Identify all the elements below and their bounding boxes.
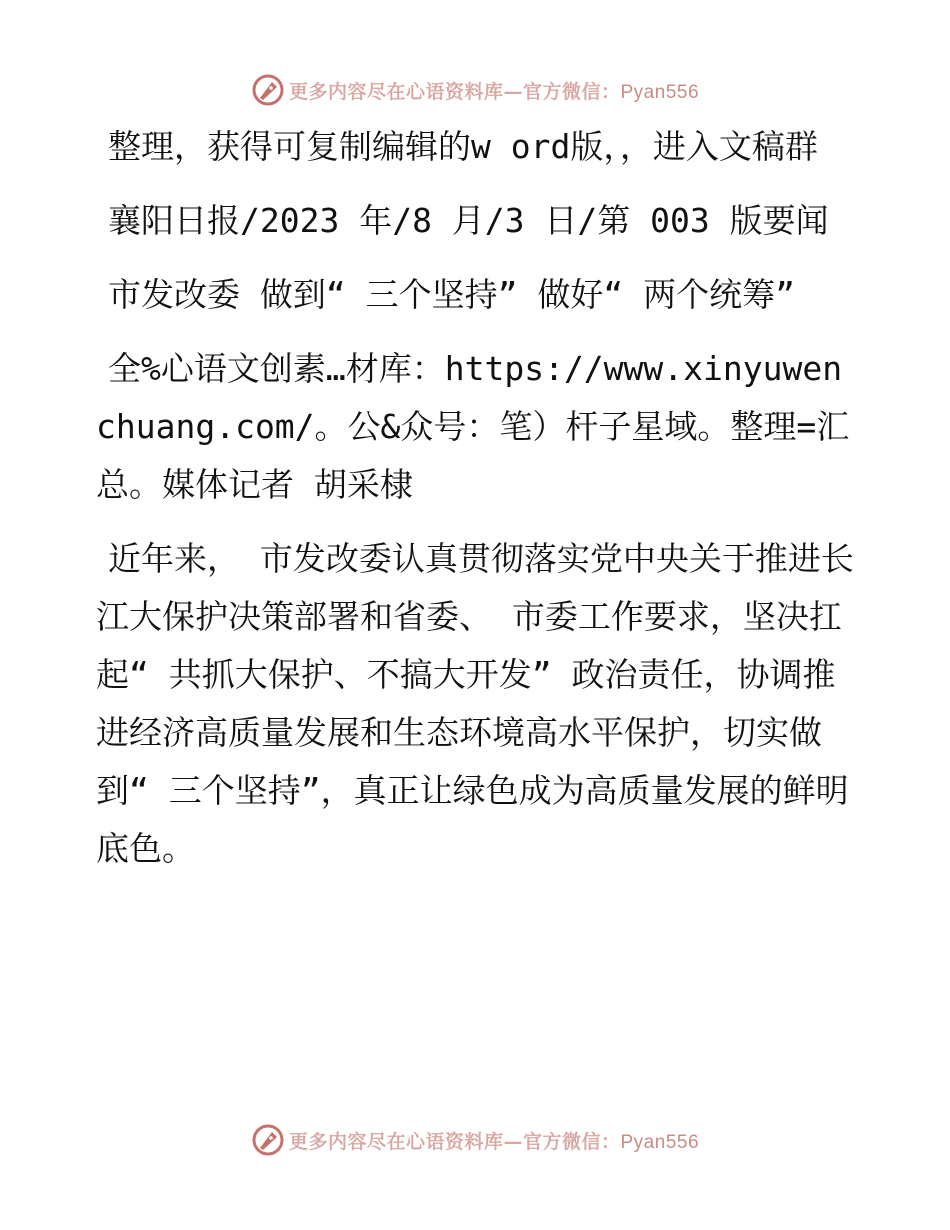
watermark-header <box>0 70 950 110</box>
watermark-wechat-id: Pyan556 <box>620 81 700 103</box>
pen-nib-logo-icon <box>251 1123 285 1157</box>
pen-nib-logo-icon <box>251 73 285 107</box>
watermark-wechat-id: Pyan556 <box>620 1131 700 1153</box>
paragraph-body: 近年来， 市发改委认真贯彻落实党中央关于推进长江大保护决策部署和省委、 市委工作要求，坚决扛起“ 共抓大保护、不搞大开发” 政治责任，协调推进经济高质量发展和生态环境高水平保护，切实做到“ 三个坚持”，真正让绿色成为高质量发展的鲜明底色。 <box>96 539 854 868</box>
paragraph-byline: 全%心语文创素…材库：https://www.xinyuwenchuang.com/。公&众号：笔）杆子星域。整理=汇总。媒体记者 胡采棣 <box>96 349 850 504</box>
paragraph-source: 襄阳日报/2023 年/8 月/3 日/第 003 版要闻 <box>108 201 829 240</box>
document-body <box>96 118 856 878</box>
paragraph-intro: 整理，获得可复制编辑的w ord版，，进入文稿群 <box>108 127 818 166</box>
watermark-text: 更多内容尽在心语资料库—官方微信：Pyan556 <box>288 1130 700 1153</box>
paragraph-headline: 市发改委 做到“ 三个坚持” 做好“ 两个统筹” <box>108 275 795 314</box>
watermark-footer <box>0 1120 950 1160</box>
watermark-text: 更多内容尽在心语资料库—官方微信：Pyan556 <box>288 80 700 103</box>
